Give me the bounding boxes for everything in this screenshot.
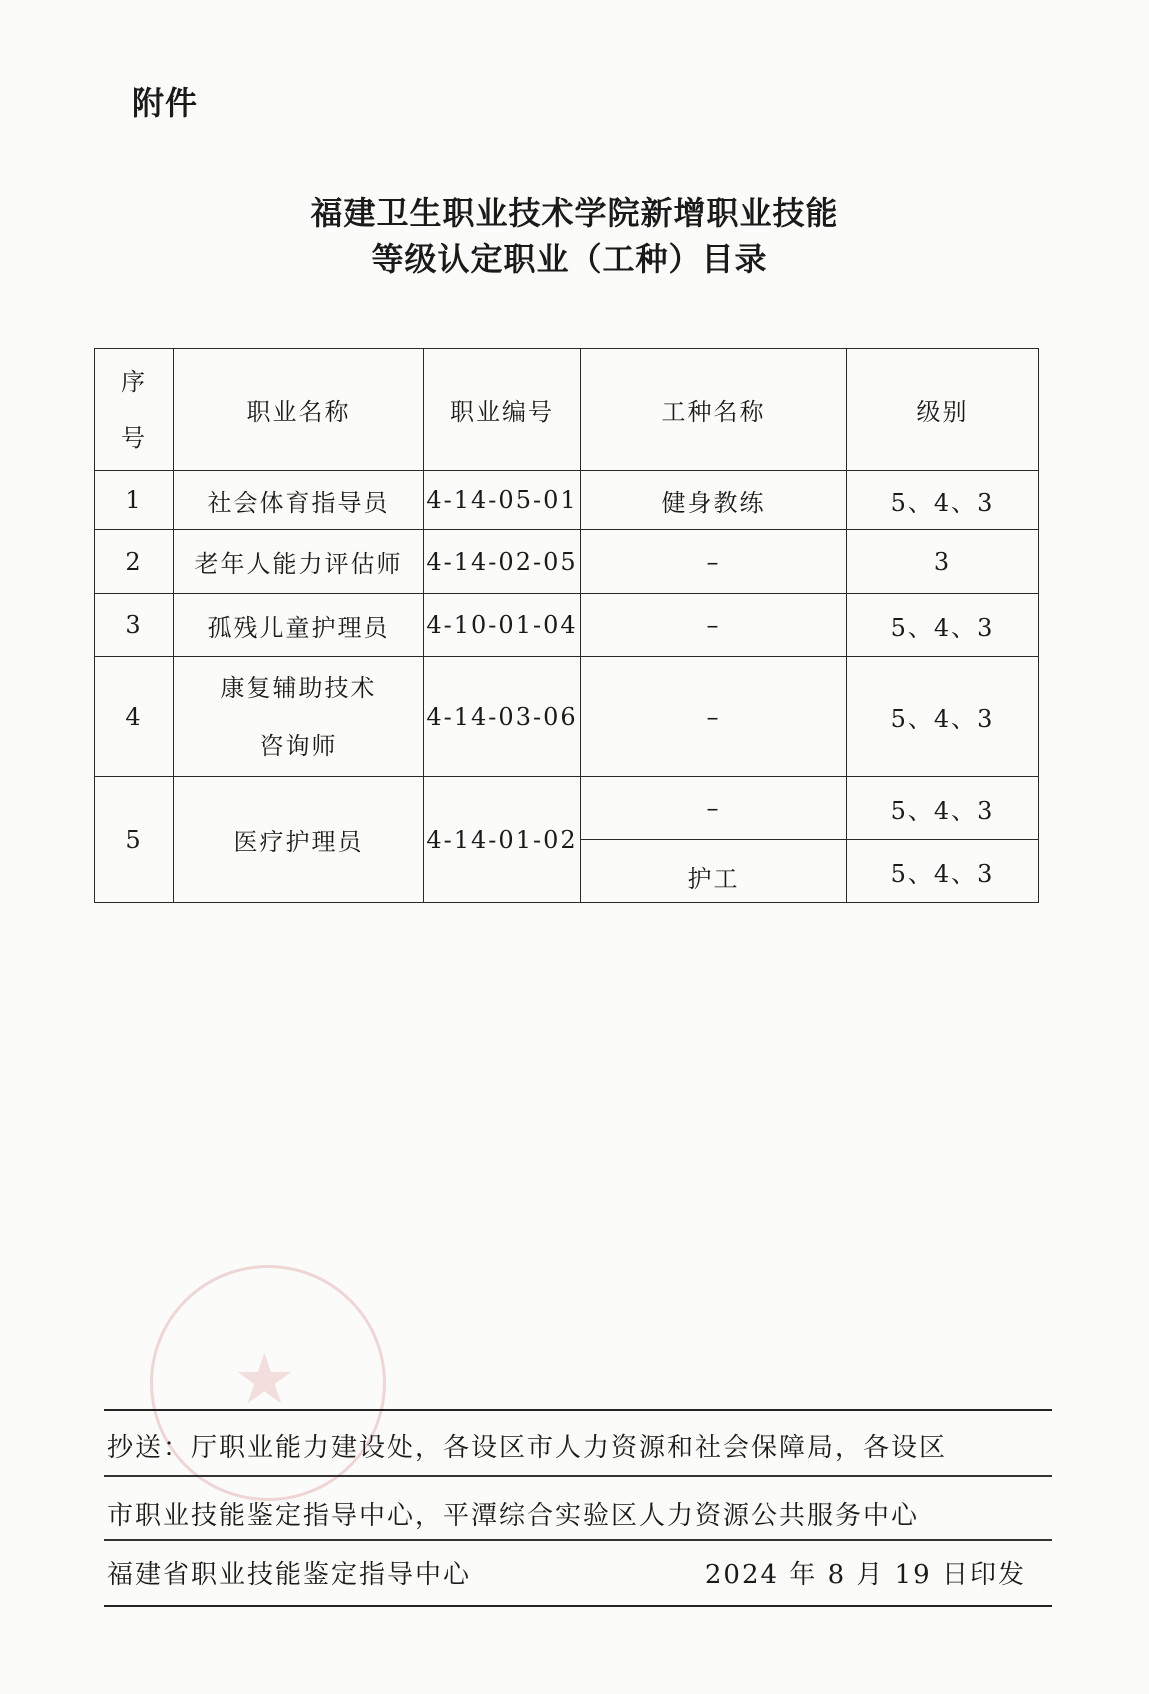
cell-seq: 5 — [95, 777, 174, 903]
cell-name — [174, 657, 424, 777]
table-row — [95, 657, 1039, 777]
cell-seq: 1 — [95, 471, 174, 530]
footer-bottom-rule — [104, 1605, 1052, 1607]
table-row — [95, 777, 1039, 840]
cell-name: 老年人能力评估师 — [174, 530, 424, 594]
cell-code: 4-14-05-01 — [424, 471, 581, 530]
cell-level: 5、4、3 — [847, 594, 1039, 657]
cell-level: 5、4、3 — [847, 777, 1039, 840]
header-seq-text: 序号 — [121, 367, 147, 452]
cell-job-type: 护工 — [581, 840, 847, 903]
cell-job-type: – — [581, 657, 847, 777]
header-occupation-code: 职业编号 — [424, 349, 581, 471]
cell-code: 4-14-03-06 — [424, 657, 581, 777]
cell-level: 5、4、3 — [847, 657, 1039, 777]
cell-seq: 3 — [95, 594, 174, 657]
cc-line-2: 市职业技能鉴定指导中心，平潭综合实验区人力资源公共服务中心 — [107, 1501, 920, 1531]
document-title — [0, 190, 1149, 282]
cell-level: 5、4、3 — [847, 471, 1039, 530]
attachment-label: 附件 — [132, 84, 199, 122]
title-line-2: 等级认定职业（工种）目录 — [371, 240, 768, 278]
cell-code: 4-14-02-05 — [424, 530, 581, 594]
footer-rule-1 — [104, 1475, 1052, 1477]
occupation-table — [94, 348, 1039, 903]
cell-level: 3 — [847, 530, 1039, 594]
cell-job-type: – — [581, 777, 847, 840]
table-row — [95, 530, 1039, 594]
cell-name: 医疗护理员 — [174, 777, 424, 903]
cell-job-type: – — [581, 530, 847, 594]
footer-rule-2 — [104, 1539, 1052, 1541]
cell-job-type: – — [581, 594, 847, 657]
issue-date: 2024 年 8 月 19 日印发 — [704, 1560, 1026, 1590]
cell-name: 社会体育指导员 — [174, 471, 424, 530]
footer-top-rule — [104, 1409, 1052, 1411]
cell-seq: 2 — [95, 530, 174, 594]
title-line-1: 福建卫生职业技术学院新增职业技能 — [310, 194, 839, 232]
header-seq — [95, 349, 174, 471]
cell-code: 4-14-01-02 — [424, 777, 581, 903]
cell-code: 4-10-01-04 — [424, 594, 581, 657]
table-row — [95, 594, 1039, 657]
header-level: 级别 — [847, 349, 1039, 471]
cc-line-1: 抄送：厅职业能力建设处，各设区市人力资源和社会保障局，各设区 — [107, 1433, 948, 1463]
cell-name-line-1: 康复辅助技术 — [220, 673, 377, 702]
cell-seq: 4 — [95, 657, 174, 777]
cell-name-line-2: 咨询师 — [259, 731, 338, 760]
cell-job-type: 健身教练 — [581, 471, 847, 530]
issuer: 福建省职业技能鉴定指导中心 — [107, 1560, 472, 1590]
header-job-type: 工种名称 — [581, 349, 847, 471]
table-header-row — [95, 349, 1039, 471]
cell-name: 孤残儿童护理员 — [174, 594, 424, 657]
table-row — [95, 471, 1039, 530]
official-seal-stamp — [150, 1265, 386, 1501]
header-occupation-name: 职业名称 — [174, 349, 424, 471]
cell-level: 5、4、3 — [847, 840, 1039, 903]
